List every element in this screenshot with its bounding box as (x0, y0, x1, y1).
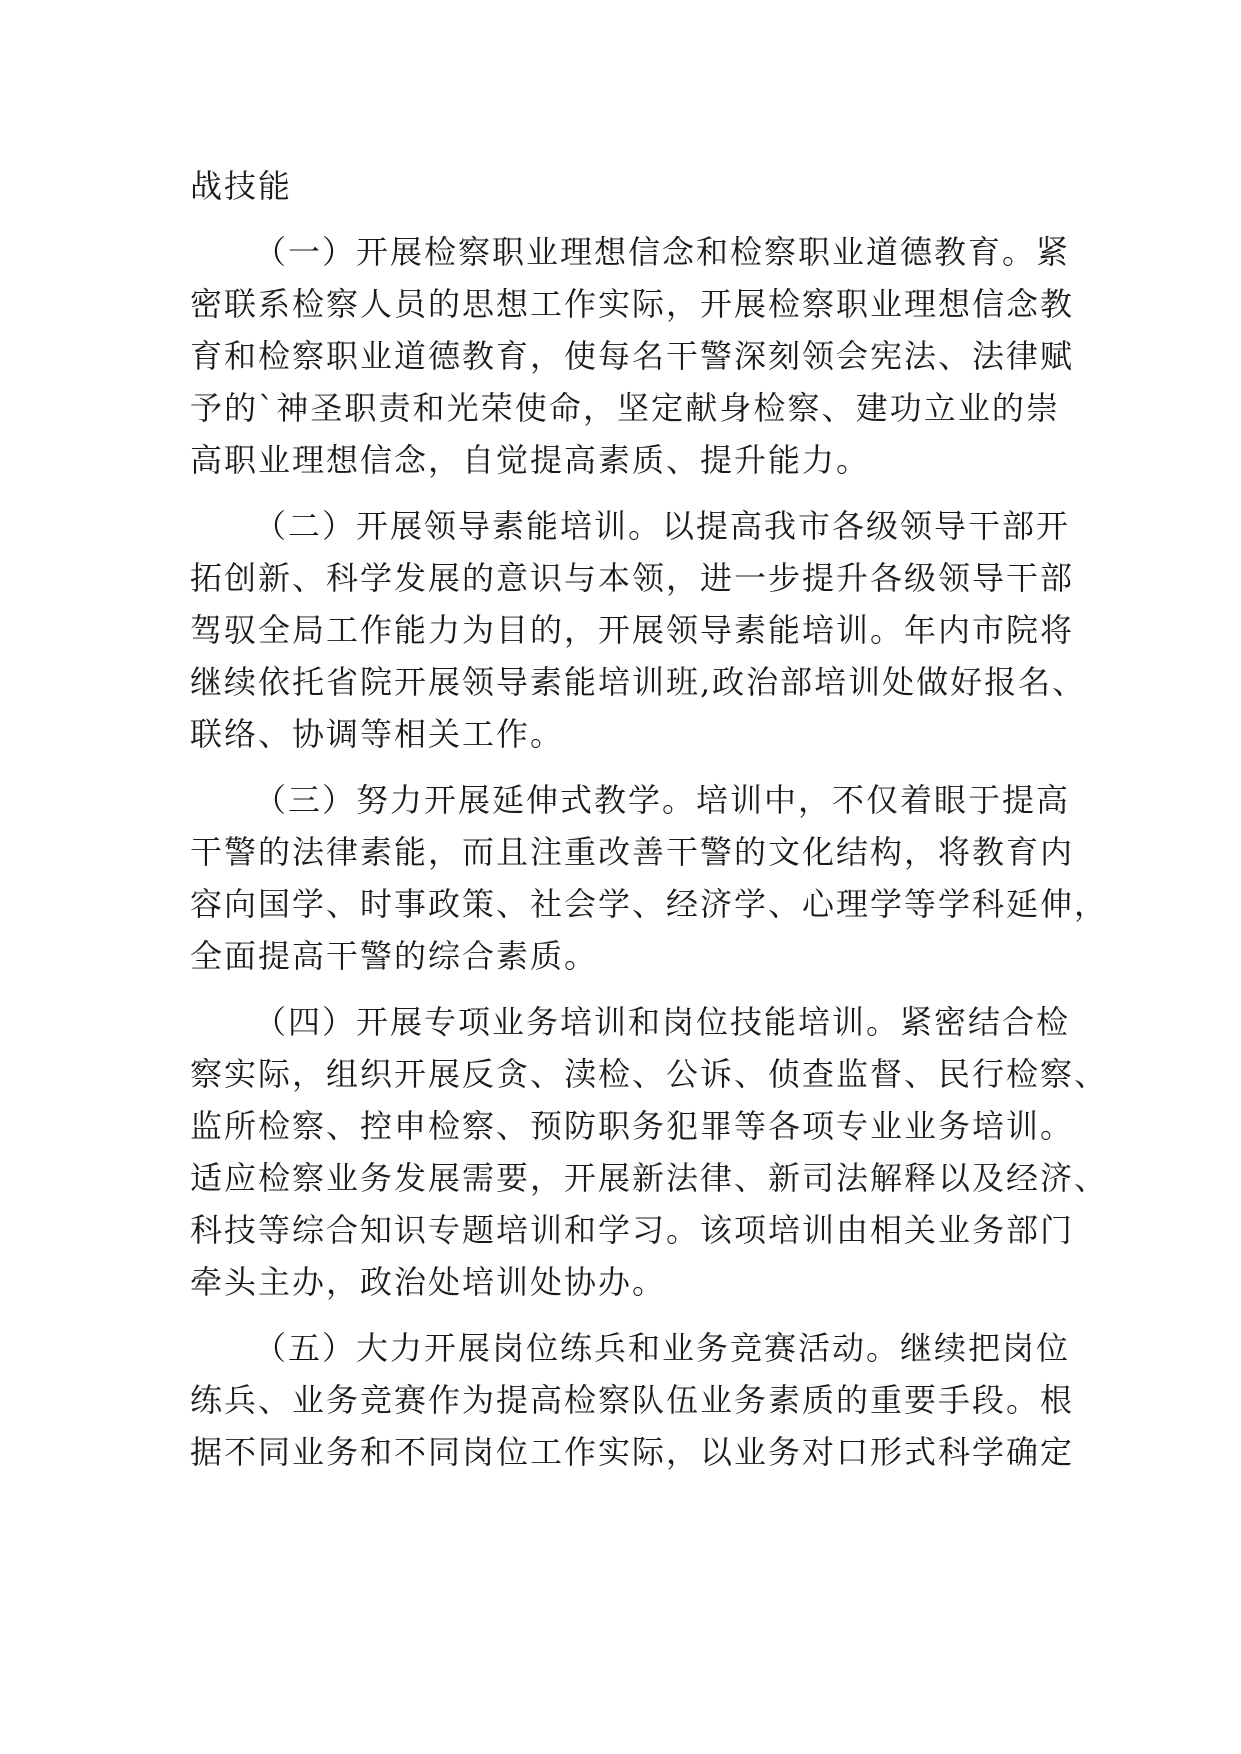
text-line: 育和检察职业道德教育，使每名干警深刻领会宪法、法律赋 (190, 337, 1075, 375)
text-line: 容向国学、时事政策、社会学、经济学、心理学等学科延伸， (190, 885, 1109, 923)
paragraph-5-heading-line: （五）大力开展岗位练兵和业务竞赛活动。继续把岗位 (254, 1329, 1071, 1367)
text-line: 拓创新、科学发展的意识与本领，进一步提升各级领导干部 (190, 559, 1075, 597)
text-line: 全面提高干警的综合素质。 (190, 937, 599, 975)
document-body (190, 160, 1109, 1478)
text-line: 驾驭全局工作能力为目的，开展领导素能培训。年内市院将 (190, 611, 1075, 649)
text-line: 科技等综合知识专题培训和学习。该项培训由相关业务部门 (190, 1211, 1075, 1249)
text-line: 高职业理想信念，自觉提高素质、提升能力。 (190, 441, 871, 479)
text-line: 战技能 (190, 167, 293, 205)
paragraph-3-heading-line: （三）努力开展延伸式教学。培训中，不仅着眼于提高 (254, 781, 1071, 819)
text-line: 练兵、业务竞赛作为提高检察队伍业务素质的重要手段。根 (190, 1381, 1075, 1419)
text-line: 继续依托省院开展领导素能培训班,政治部培训处做好报名、 (190, 663, 1087, 701)
paragraph-2-heading-line: （二）开展领导素能培训。以提高我市各级领导干部开 (254, 507, 1071, 545)
text-line: 据不同业务和不同岗位工作实际，以业务对口形式科学确定 (190, 1433, 1075, 1471)
text-line: 予的`神圣职责和光荣使命，坚定献身检察、建功立业的崇 (190, 389, 1060, 427)
text-line: 牵头主办，政治处培训处协办。 (190, 1263, 667, 1301)
paragraph-1-heading-line: （一）开展检察职业理想信念和检察职业道德教育。紧 (254, 233, 1071, 271)
text-line: 监所检察、控申检察、预防职务犯罪等各项专业业务培训。 (190, 1107, 1075, 1145)
paragraph-4-heading-line: （四）开展专项业务培训和岗位技能培训。紧密结合检 (254, 1003, 1071, 1041)
text-line: 察实际，组织开展反贪、渎检、公诉、侦查监督、民行检察、 (190, 1055, 1109, 1093)
text-line: 适应检察业务发展需要，开展新法律、新司法解释以及经济、 (190, 1159, 1109, 1197)
text-line: 密联系检察人员的思想工作实际，开展检察职业理想信念教 (190, 285, 1075, 323)
text-line: 联络、协调等相关工作。 (190, 715, 565, 753)
text-line: 干警的法律素能，而且注重改善干警的文化结构，将教育内 (190, 833, 1075, 871)
